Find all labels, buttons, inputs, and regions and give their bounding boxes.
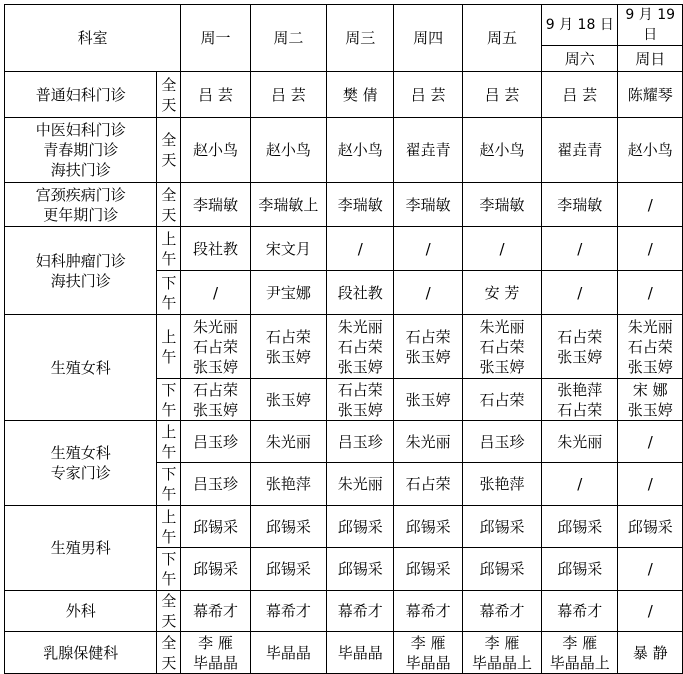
department-cell: 中医妇科门诊 青春期门诊 海扶门诊: [5, 118, 157, 183]
schedule-cell: 石占荣 张玉婷: [181, 379, 250, 421]
schedule-cell: 樊 倩: [327, 72, 394, 118]
schedule-cell: /: [462, 227, 541, 271]
department-cell: 宫颈疾病门诊 更年期门诊: [5, 183, 157, 227]
schedule-cell: /: [618, 183, 683, 227]
schedule-cell: 暴 静: [618, 632, 683, 674]
schedule-cell: 李瑞敏: [394, 183, 462, 227]
schedule-cell: 朱光丽: [394, 421, 462, 463]
schedule-cell: 石占荣 张玉婷: [327, 379, 394, 421]
schedule-cell: 张艳萍 石占荣: [542, 379, 618, 421]
schedule-cell: /: [618, 421, 683, 463]
schedule-cell: 李 雁 毕晶晶上: [462, 632, 541, 674]
schedule-cell: 邱锡采: [181, 506, 250, 548]
schedule-cell: 吕玉珍: [462, 421, 541, 463]
schedule-cell: 邱锡采: [327, 506, 394, 548]
session-cell: 下 午: [157, 463, 181, 506]
schedule-cell: 幕希才: [394, 591, 462, 632]
schedule-cell: 朱光丽: [250, 421, 326, 463]
schedule-cell: 吕玉珍: [181, 421, 250, 463]
schedule-cell: 张艳萍: [462, 463, 541, 506]
schedule-cell: 李瑞敏: [181, 183, 250, 227]
schedule-cell: /: [542, 271, 618, 315]
session-cell: 下 午: [157, 548, 181, 591]
schedule-cell: /: [394, 227, 462, 271]
schedule-cell: 李瑞敏上: [250, 183, 326, 227]
schedule-cell: 邱锡采: [327, 548, 394, 591]
schedule-cell: 尹宝娜: [250, 271, 326, 315]
table-row: [5, 315, 683, 379]
schedule-cell: 段社教: [327, 271, 394, 315]
session-cell: 全 天: [157, 591, 181, 632]
schedule-cell: /: [327, 227, 394, 271]
schedule-cell: 石占荣: [462, 379, 541, 421]
table-row: [5, 183, 683, 227]
schedule-cell: 石占荣: [394, 463, 462, 506]
table-row: [5, 506, 683, 548]
session-cell: 下 午: [157, 379, 181, 421]
header-department: 科室: [5, 5, 181, 72]
schedule-cell: 朱光丽: [542, 421, 618, 463]
schedule-cell: 幕希才: [181, 591, 250, 632]
schedule-cell: 宋 娜 张玉婷: [618, 379, 683, 421]
schedule-cell: /: [618, 463, 683, 506]
schedule-cell: 翟垚青: [394, 118, 462, 183]
schedule-cell: 邱锡采: [250, 548, 326, 591]
schedule-cell: 朱光丽 石占荣 张玉婷: [618, 315, 683, 379]
department-cell: 乳腺保健科: [5, 632, 157, 674]
schedule-cell: 朱光丽 石占荣 张玉婷: [181, 315, 250, 379]
session-cell: 全 天: [157, 72, 181, 118]
session-cell: 全 天: [157, 632, 181, 674]
schedule-cell: 幕希才: [327, 591, 394, 632]
table-row: [5, 632, 683, 674]
schedule-cell: 吕 芸: [462, 72, 541, 118]
schedule-cell: 陈耀琴: [618, 72, 683, 118]
header-friday: 周五: [462, 5, 541, 72]
department-cell: 外科: [5, 591, 157, 632]
schedule-cell: /: [618, 548, 683, 591]
schedule-cell: 幕希才: [462, 591, 541, 632]
session-cell: 上 午: [157, 506, 181, 548]
schedule-cell: 邱锡采: [542, 548, 618, 591]
schedule-cell: 宋文月: [250, 227, 326, 271]
schedule-cell: 张玉婷: [250, 379, 326, 421]
schedule-cell: 张玉婷: [394, 379, 462, 421]
session-cell: 上 午: [157, 227, 181, 271]
session-cell: 全 天: [157, 183, 181, 227]
schedule-cell: 赵小鸟: [327, 118, 394, 183]
header-sunday: 周日: [618, 46, 683, 72]
schedule-cell: 邱锡采: [618, 506, 683, 548]
schedule-cell: 邱锡采: [250, 506, 326, 548]
session-cell: 全 天: [157, 118, 181, 183]
schedule-cell: 朱光丽 石占荣 张玉婷: [462, 315, 541, 379]
schedule-cell: 张艳萍: [250, 463, 326, 506]
department-cell: 生殖男科: [5, 506, 157, 591]
schedule-cell: 翟垚青: [542, 118, 618, 183]
schedule-cell: 李 雁 毕晶晶: [394, 632, 462, 674]
session-cell: 上 午: [157, 315, 181, 379]
schedule-cell: 李瑞敏: [462, 183, 541, 227]
schedule-cell: 幕希才: [250, 591, 326, 632]
header-tuesday: 周二: [250, 5, 326, 72]
department-cell: 生殖女科: [5, 315, 157, 421]
schedule-cell: 李 雁 毕晶晶: [181, 632, 250, 674]
schedule-cell: 吕 芸: [250, 72, 326, 118]
schedule-cell: /: [542, 227, 618, 271]
table-row: [5, 421, 683, 463]
schedule-cell: 吕 芸: [181, 72, 250, 118]
schedule-cell: 邱锡采: [394, 506, 462, 548]
department-cell: 生殖女科 专家门诊: [5, 421, 157, 506]
schedule-cell: 赵小鸟: [462, 118, 541, 183]
schedule-cell: 赵小鸟: [618, 118, 683, 183]
schedule-cell: /: [618, 591, 683, 632]
schedule-cell: 石占荣 张玉婷: [542, 315, 618, 379]
schedule-cell: 赵小鸟: [250, 118, 326, 183]
session-cell: 下 午: [157, 271, 181, 315]
header-wednesday: 周三: [327, 5, 394, 72]
schedule-cell: 赵小鸟: [181, 118, 250, 183]
schedule-cell: 安 芳: [462, 271, 541, 315]
schedule-cell: 邱锡采: [542, 506, 618, 548]
schedule-cell: 邱锡采: [462, 548, 541, 591]
department-cell: 妇科肿瘤门诊 海扶门诊: [5, 227, 157, 315]
schedule-cell: 李瑞敏: [327, 183, 394, 227]
schedule-cell: 李 雁 毕晶晶上: [542, 632, 618, 674]
schedule-cell: 吕 芸: [394, 72, 462, 118]
schedule-cell: 朱光丽 石占荣 张玉婷: [327, 315, 394, 379]
schedule-cell: 幕希才: [542, 591, 618, 632]
schedule-cell: 邱锡采: [181, 548, 250, 591]
department-cell: 普通妇科门诊: [5, 72, 157, 118]
session-cell: 上 午: [157, 421, 181, 463]
table-row: [5, 591, 683, 632]
schedule-cell: /: [181, 271, 250, 315]
header-thursday: 周四: [394, 5, 462, 72]
schedule-cell: 石占荣 张玉婷: [394, 315, 462, 379]
schedule-cell: 李瑞敏: [542, 183, 618, 227]
schedule-cell: 吕玉珍: [327, 421, 394, 463]
schedule-cell: 毕晶晶: [250, 632, 326, 674]
schedule-cell: /: [618, 271, 683, 315]
schedule-cell: /: [394, 271, 462, 315]
table-row: [5, 118, 683, 183]
table-row: [5, 227, 683, 271]
schedule-cell: 吕 芸: [542, 72, 618, 118]
header-saturday: 周六: [542, 46, 618, 72]
header-sunday-date: 9 月 19 日: [618, 5, 683, 46]
schedule-cell: /: [542, 463, 618, 506]
schedule-cell: 吕玉珍: [181, 463, 250, 506]
schedule-cell: 毕晶晶: [327, 632, 394, 674]
header-saturday-date: 9 月 18 日: [542, 5, 618, 46]
table-row: [5, 72, 683, 118]
schedule-cell: 石占荣 张玉婷: [250, 315, 326, 379]
header-monday: 周一: [181, 5, 250, 72]
schedule-cell: /: [618, 227, 683, 271]
schedule-cell: 邱锡采: [394, 548, 462, 591]
schedule-cell: 朱光丽: [327, 463, 394, 506]
schedule-table: [4, 4, 683, 674]
schedule-cell: 段社教: [181, 227, 250, 271]
schedule-cell: 邱锡采: [462, 506, 541, 548]
